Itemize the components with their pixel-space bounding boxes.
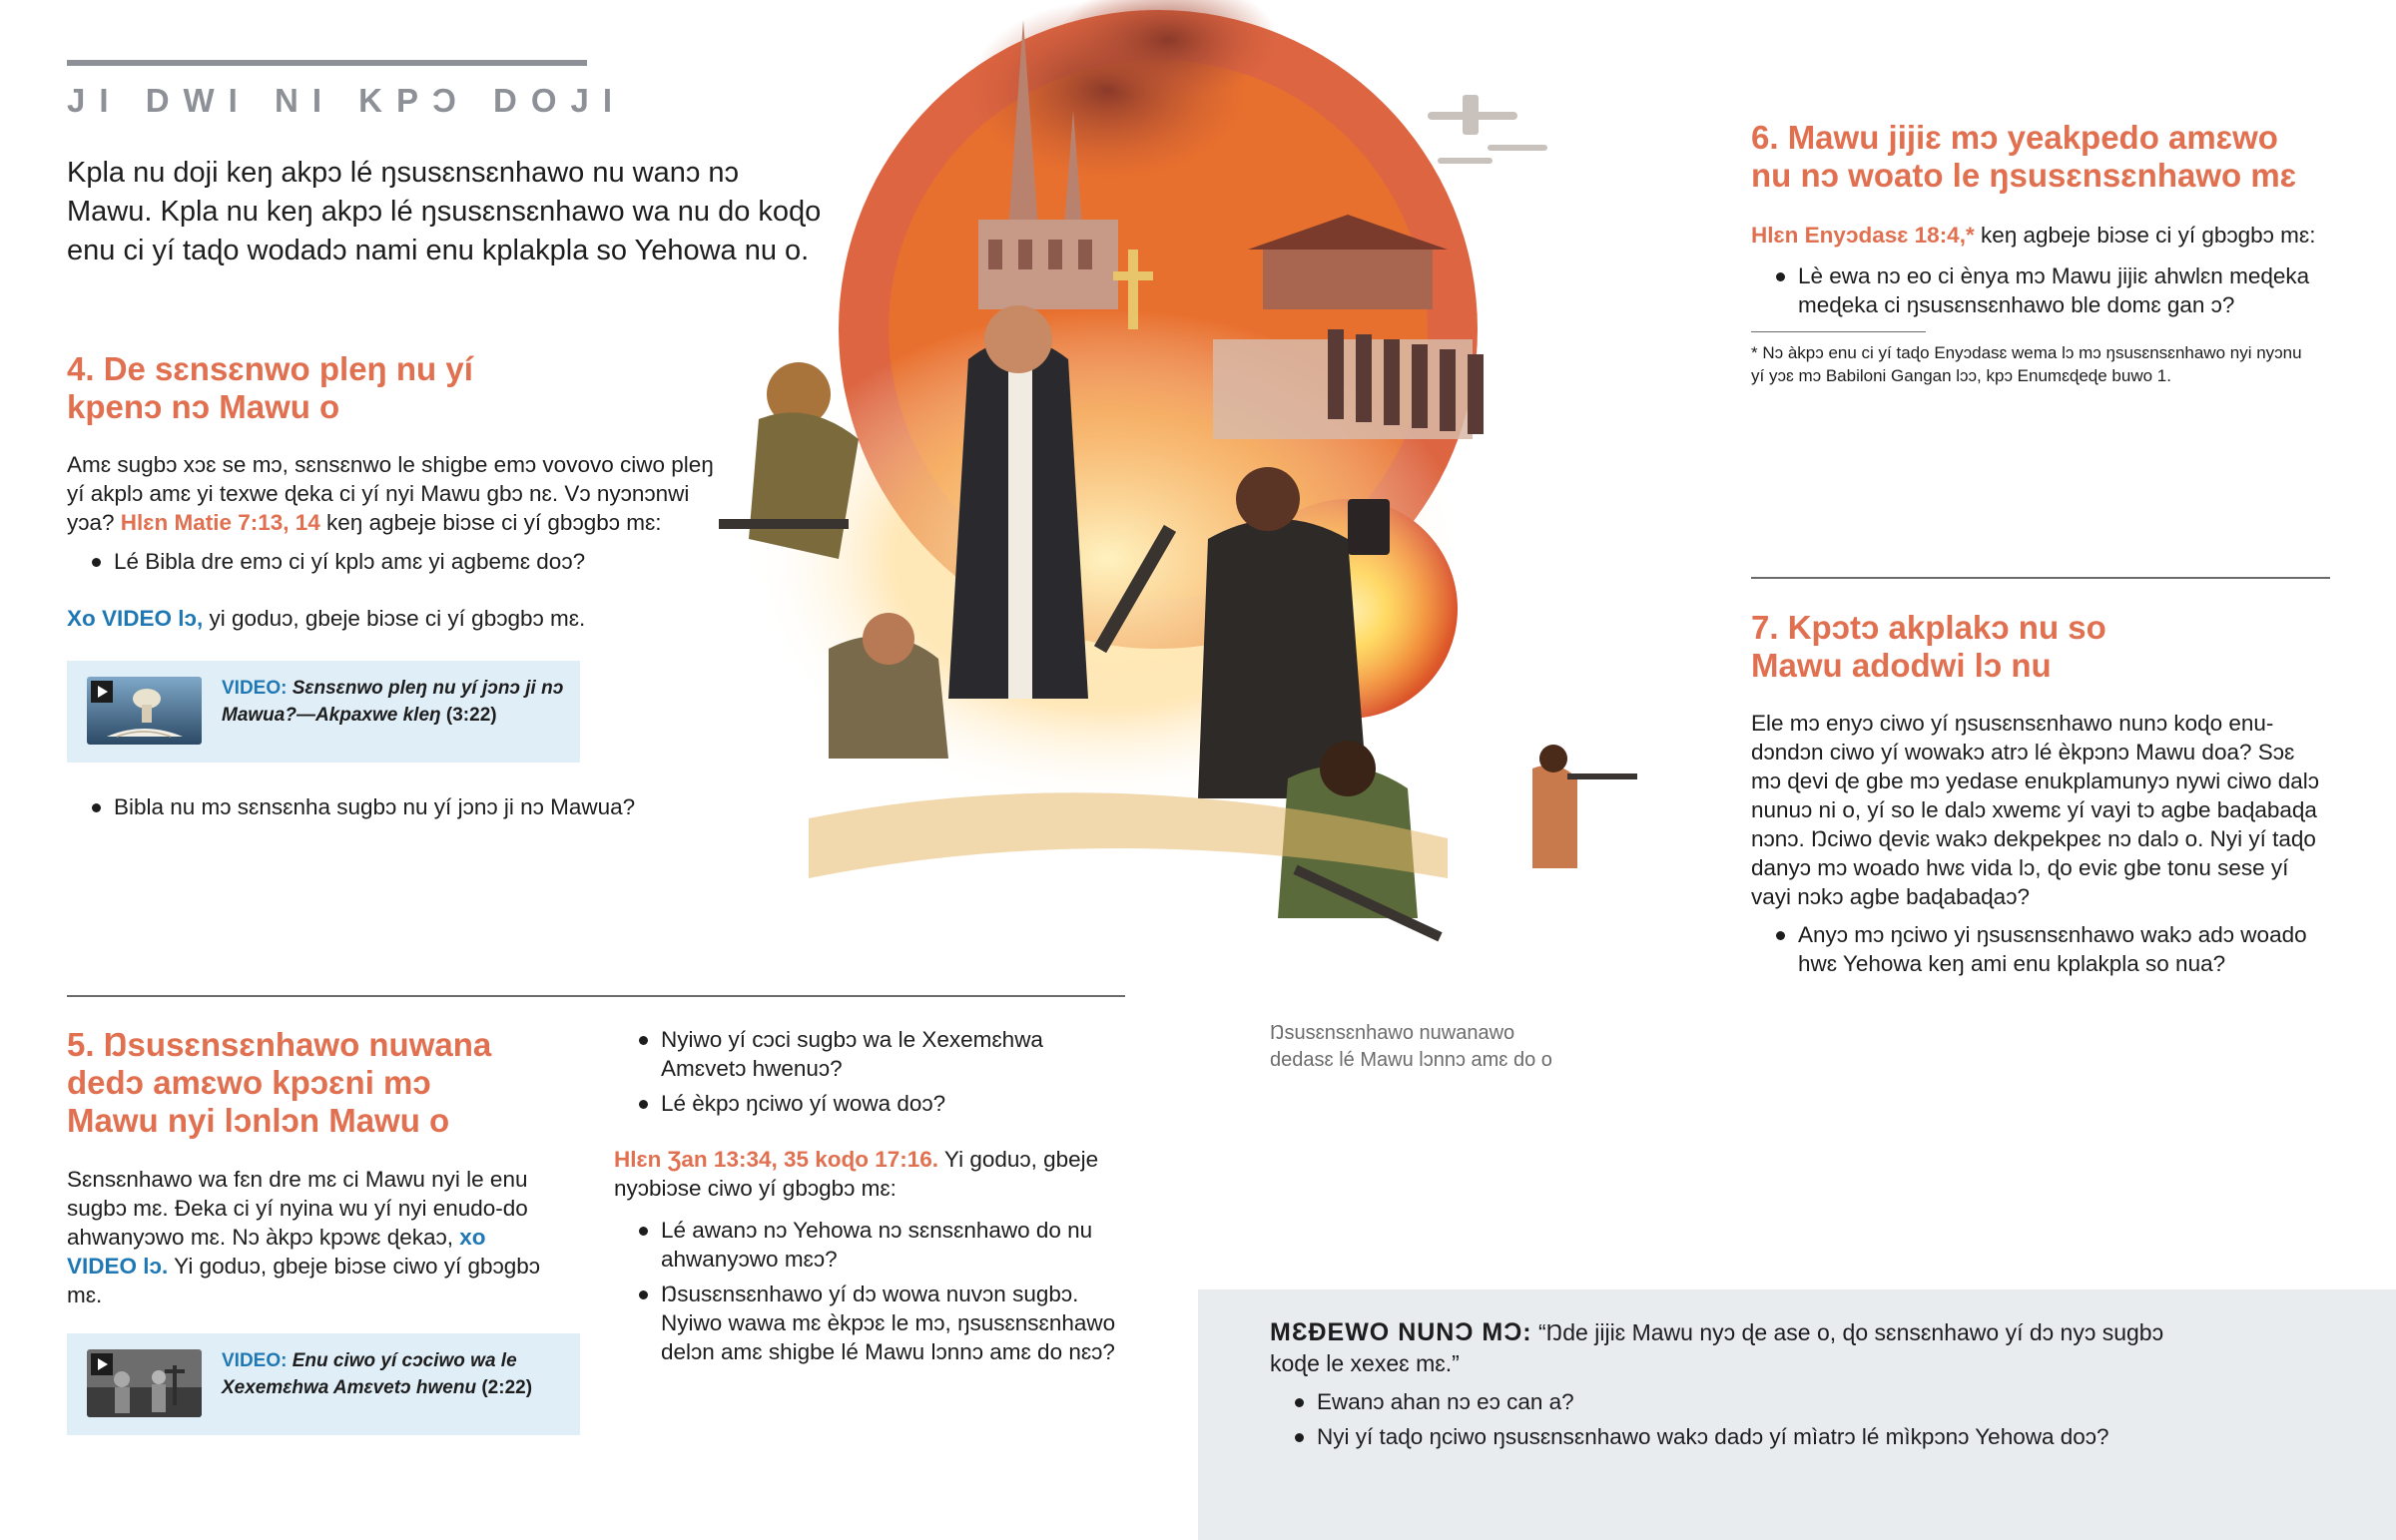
reading-instruction: keŋ agbeje biɔse ci yí gbɔgbɔ mɛ: [1974, 223, 2316, 248]
scripture-ref-john[interactable]: Hlɛn Ʒan 13:34, 35 koɖo 17:16. [614, 1147, 939, 1172]
section-7-title-line1: 7. Kpɔtɔ akplakɔ nu so [1751, 609, 2106, 646]
question-bullet: Lé èkpɔ ŋciwo yí wowa doɔ? [614, 1089, 1133, 1118]
video-card-religions[interactable] [67, 661, 580, 763]
question-bullet: Nyi yí taɖo ŋciwo ŋsusɛnsɛnhawo wakɔ dadɔ yí mìatrɔ lé mìkpɔnɔ Yehowa doɔ? [1270, 1422, 2368, 1451]
section-4-questions-1 [67, 547, 726, 582]
video-caption [222, 675, 581, 729]
section-divider [1751, 577, 2330, 579]
section-4-questions-2 [67, 792, 726, 827]
section-4-body-text: Amɛ sugbɔ xɔɛ se mɔ, sɛnsɛnwo le shigbe emɔ vovovo ciwo pleŋ yí akplɔ amɛ yi texwe ɖeka ci yí nyi Mawu gbɔ nɛ. Vɔ nyɔnɔnwi yɔa? [67, 452, 714, 535]
section-7-title-line2: Mawu adodwi lɔ nu [1751, 647, 2052, 684]
video-caption [222, 1347, 581, 1401]
religion-war-illustration [689, 0, 1717, 998]
video-thumbnail[interactable] [87, 677, 202, 745]
section-4-video-prompt [67, 604, 726, 633]
video-link[interactable]: Xo VIDEO lɔ, [67, 606, 204, 631]
lesson-intro: Kpla nu doji keŋ akpɔ lé ŋsusɛnsɛnhawo nu wanɔ nɔ Mawu. Kpla nu keŋ akpɔ lé ŋsusɛnsɛnhawo wa nu do koɖo enu ci yí taɖo wodadɔ nami enu kplakpla so Yehowa nu o. [67, 157, 822, 266]
summary-quote [1270, 1317, 2168, 1379]
section-5-questions-2 [614, 1216, 1133, 1372]
section-5-title [67, 1026, 626, 1140]
section-5-title-line1: 5. Ŋsusɛnsɛnhawo nuwana [67, 1026, 492, 1063]
video-title: Enu ciwo yí cɔciwo wa le Xexemɛhwa Amɛvetɔ hwenu [222, 1350, 517, 1398]
section-4-title-line2: kpenɔ nɔ Mawu o [67, 388, 340, 425]
section-6-reading [1751, 221, 2350, 250]
video-prompt-text: yi goduɔ, gbeje biɔse ci yí gbɔgbɔ mɛ. [203, 606, 586, 631]
section-6-questions [1751, 261, 2350, 325]
play-icon[interactable] [91, 681, 113, 703]
scripture-ref-matthew[interactable]: Hlɛn Matie 7:13, 14 [120, 510, 320, 535]
section-6-title-line1: 6. Mawu jijiɛ mɔ yeakpedo amɛwo [1751, 119, 2278, 156]
section-4-body-tail: keŋ agbeje biɔse ci yí gbɔgbɔ mɛ: [319, 510, 662, 535]
question-bullet: Lè ewa nɔ eo ci ènya mɔ Mawu jijiɛ ahwlɛn meɖeka meɖeka ci ŋsusɛnsɛnhawo ble domɛ gan ɔ? [1751, 261, 2350, 319]
reading-instruction: Yi goduɔ, gbeje nyɔbiɔse ciwo yí gbɔgbɔ mɛ: [614, 1147, 1099, 1201]
section-5-reading [614, 1145, 1133, 1203]
video-link[interactable]: xo VIDEO lɔ. [67, 1225, 486, 1279]
footnote-rule [1751, 331, 1926, 332]
question-bullet: Ewanɔ ahan nɔ eɔ can a? [1270, 1387, 2368, 1416]
question-bullet: Lé awanɔ nɔ Yehowa nɔ sɛnsɛnhawo do nu ahwanyɔwo mɛɔ? [614, 1216, 1133, 1274]
section-7-body: Ele mɔ enyɔ ciwo yí ŋsusɛnsɛnhawo nunɔ koɖo enu-dɔndɔn ciwo yí wowakɔ atrɔ lé èkpɔnɔ Mawu doa? Sɔɛ mɔ ɖevi ɖe gbe mɔ yedase enukplamunyɔ nywi ciwo dalɔ nunuɔ ni o, yí so le dalɔ xwemɛ yí vayi tɔ agbe baɖabaɖa nɔnɔ. Ŋciwo ɖeviɛ wakɔ dekpekpeɛ nɔ dalɔ o. Nyi yí taɖo danyɔ mɔ woado hwɛ vida lɔ, ɖo eviɛ gbe tonu sese yí vayi nɔkɔ agbe baɖabaɖaɔ? [1751, 711, 2320, 909]
video-label: VIDEO: [222, 1350, 288, 1371]
summary-box [1198, 1289, 2396, 1540]
header-rule [67, 60, 587, 66]
illustration-caption [1270, 1020, 1669, 1074]
section-4-body [67, 450, 726, 537]
section-4-title-line1: 4. De sɛnsɛnwo pleŋ nu yí [67, 350, 473, 387]
video-label: VIDEO: [222, 678, 288, 699]
section-7-title [1751, 609, 2330, 685]
question-bullet: Ŋsusɛnsɛnhawo yí dɔ wowa nuvɔn sugbɔ. Nyiwo wawa mɛ èkpɔɛ le mɔ, ŋsusɛnsɛnhawo delɔn amɛ shigbe lé Mawu lɔnnɔ amɛ do nɛɔ? [614, 1280, 1133, 1366]
summary-label: MƐƉEWO NUNƆ MƆ: [1270, 1318, 1532, 1346]
question-bullet: Anyɔ mɔ ŋciwo yi ŋsusɛnsɛnhawo wakɔ adɔ woado hwɛ Yehowa keŋ ami enu kplakpla so nua? [1751, 920, 2350, 978]
section-7-questions [1751, 920, 2350, 984]
lesson-title: JI DWI NI KPƆ DOJI [67, 82, 627, 119]
caption-line2: dedasɛ lé Mawu lɔnnɔ amɛ do o [1270, 1049, 1552, 1071]
summary-quote-text: “Ŋde jijiɛ Mawu nyɔ ɖe ase o, ɖo sɛnsɛnhawo yí dɔ nyɔ sugbɔ koɖe le xexeɛ mɛ.” [1270, 1319, 2164, 1376]
play-icon[interactable] [91, 1353, 113, 1375]
video-thumbnail[interactable] [87, 1349, 202, 1417]
section-5-title-line3: Mawu nyi lɔnlɔn Mawu o [67, 1102, 450, 1139]
video-duration: (3:22) [445, 705, 497, 726]
question-bullet: Bibla nu mɔ sɛnsɛnha sugbɔ nu yí jɔnɔ ji nɔ Mawua? [67, 792, 726, 821]
section-5-body-text: Sɛnsɛnhawo wa fɛn dre mɛ ci Mawu nyi le enu sugbɔ mɛ. Ɖeka ci yí nyina wu yí nyi enudo-do ahwanyɔwo mɛ. Nɔ àkpɔ kpɔwɛ ɖekaɔ, [67, 1167, 528, 1250]
section-5-title-line2: dedɔ amɛwo kpɔɛni mɔ [67, 1064, 431, 1101]
question-bullet: Nyiwo yí cɔci sugbɔ wa le Xexemɛhwa Amɛvetɔ hwenuɔ? [614, 1025, 1133, 1083]
section-5-body [67, 1165, 546, 1309]
footnote: * Nɔ àkpɔ enu ci yí taɖo Enyɔdasɛ wema lɔ mɔ ŋsusɛnsɛnhawo nyi nyɔnu yí yɔɛ mɔ Babiloni Gangan lɔɔ, kpɔ Enumɛɖeɖe buwo 1. [1751, 343, 2302, 385]
question-bullet: Lé Bibla dre emɔ ci yí kplɔ amɛ yi agbemɛ doɔ? [67, 547, 726, 576]
summary-questions [1270, 1387, 2368, 1457]
section-5-questions-1 [614, 1025, 1133, 1124]
video-title: Sɛnsɛnwo pleŋ nu yí jɔnɔ ji nɔ Mawua?—Akpaxwe kleŋ [222, 678, 564, 726]
caption-line1: Ŋsusɛnsɛnhawo nuwanawo [1270, 1022, 1515, 1044]
section-6-title [1751, 119, 2350, 195]
section-4-title [67, 350, 706, 426]
section-5-body-tail: Yi goduɔ, gbeje biɔse ciwo yí gbɔgbɔ mɛ. [67, 1254, 541, 1307]
scripture-ref-revelation[interactable]: Hlɛn Enyɔdasɛ 18:4,* [1751, 223, 1975, 248]
video-duration: (2:22) [481, 1377, 533, 1398]
video-card-world-war[interactable] [67, 1333, 580, 1435]
section-6-title-line2: nu nɔ woato le ŋsusɛnsɛnhawo mɛ [1751, 157, 2297, 194]
